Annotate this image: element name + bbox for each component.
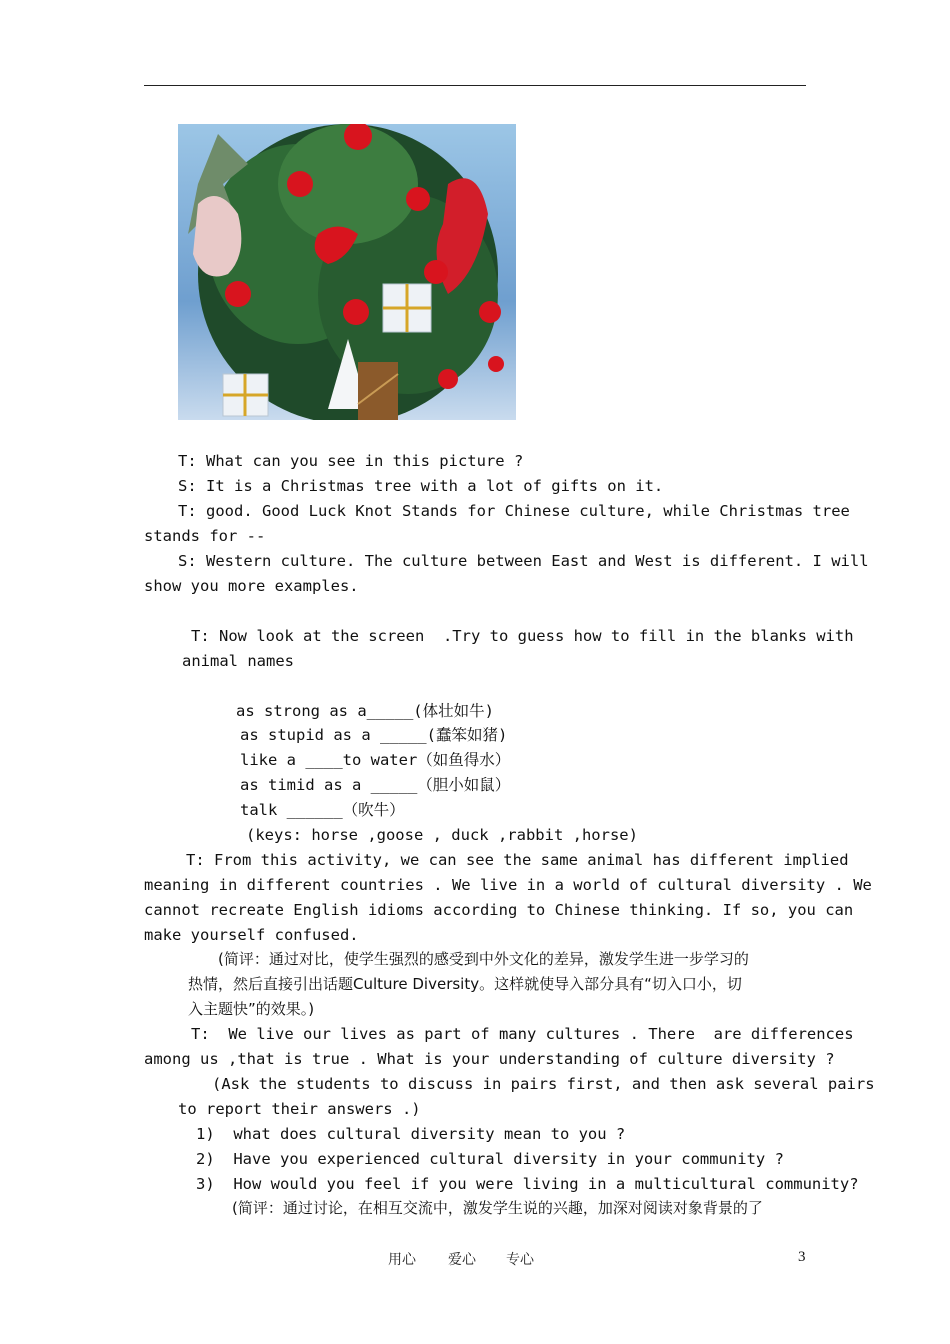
idiom-4: as timid as a _____（胆小如鼠） bbox=[240, 776, 511, 794]
comment-1-line-3: 入主题快”的效果。) bbox=[188, 1000, 315, 1018]
dialogue-line-6: show you more examples. bbox=[144, 577, 359, 595]
dialogue-line-2: S: It is a Christmas tree with a lot of gifts on it. bbox=[178, 477, 664, 495]
dialogue-line-1: T: What can you see in this picture ? bbox=[178, 452, 524, 470]
comment-2: (简评：通过讨论，在相互交流中，激发学生说的兴趣，加深对阅读对象背景的了 bbox=[232, 1199, 763, 1217]
task-line-1: T: Now look at the screen .Try to guess how to fill in the blanks with bbox=[191, 627, 854, 645]
idiom-keys: (keys: horse ,goose , duck ,rabbit ,horse) bbox=[246, 826, 638, 844]
dialogue-line-4: stands for -- bbox=[144, 527, 266, 545]
idiom-1: as strong as a_____(体壮如牛) bbox=[236, 702, 494, 720]
footer-motto-3: 专心 bbox=[506, 1252, 534, 1268]
idiom-2: as stupid as a _____(蠢笨如猪) bbox=[240, 726, 508, 744]
discussion-line-3: (Ask the students to discuss in pairs first, and then ask several pairs bbox=[212, 1075, 875, 1093]
activity-line-3: cannot recreate English idioms according to Chinese thinking. If so, you can bbox=[144, 901, 854, 919]
activity-line-1: T: From this activity, we can see the same animal has different implied bbox=[186, 851, 849, 869]
task-line-2: animal names bbox=[182, 652, 294, 670]
question-3: 3) How would you feel if you were living in a multicultural community? bbox=[196, 1175, 859, 1193]
dialogue-line-5: S: Western culture. The culture between East and West is different. I will bbox=[178, 552, 869, 570]
discussion-line-1: T: We live our lives as part of many cultures . There are differences bbox=[191, 1025, 854, 1043]
header-rule bbox=[144, 85, 806, 86]
activity-line-4: make yourself confused. bbox=[144, 926, 359, 944]
question-2: 2) Have you experienced cultural diversity in your community ? bbox=[196, 1150, 784, 1168]
footer-motto-1: 用心 bbox=[388, 1252, 416, 1268]
discussion-line-2: among us ,that is true . What is your understanding of culture diversity ? bbox=[144, 1050, 835, 1068]
discussion-line-4: to report their answers .) bbox=[178, 1100, 421, 1118]
comment-1-line-1: (简评：通过对比，使学生强烈的感受到中外文化的差异，激发学生进一步学习的 bbox=[218, 950, 749, 968]
comment-1-line-2: 热情，然后直接引出话题Culture Diversity。这样就使导入部分具有“切入口小，切 bbox=[188, 975, 742, 993]
dialogue-line-3: T: good. Good Luck Knot Stands for Chinese culture, while Christmas tree bbox=[178, 502, 850, 520]
footer-motto-2: 爱心 bbox=[448, 1252, 476, 1268]
question-1: 1) what does cultural diversity mean to you ? bbox=[196, 1125, 626, 1143]
activity-line-2: meaning in different countries . We live in a world of cultural diversity . We bbox=[144, 876, 872, 894]
page-number: 3 bbox=[798, 1249, 806, 1265]
christmas-tree-photo bbox=[178, 124, 516, 420]
idiom-3: like a ____to water（如鱼得水） bbox=[240, 751, 511, 769]
idiom-5: talk ______（吹牛） bbox=[240, 801, 405, 819]
